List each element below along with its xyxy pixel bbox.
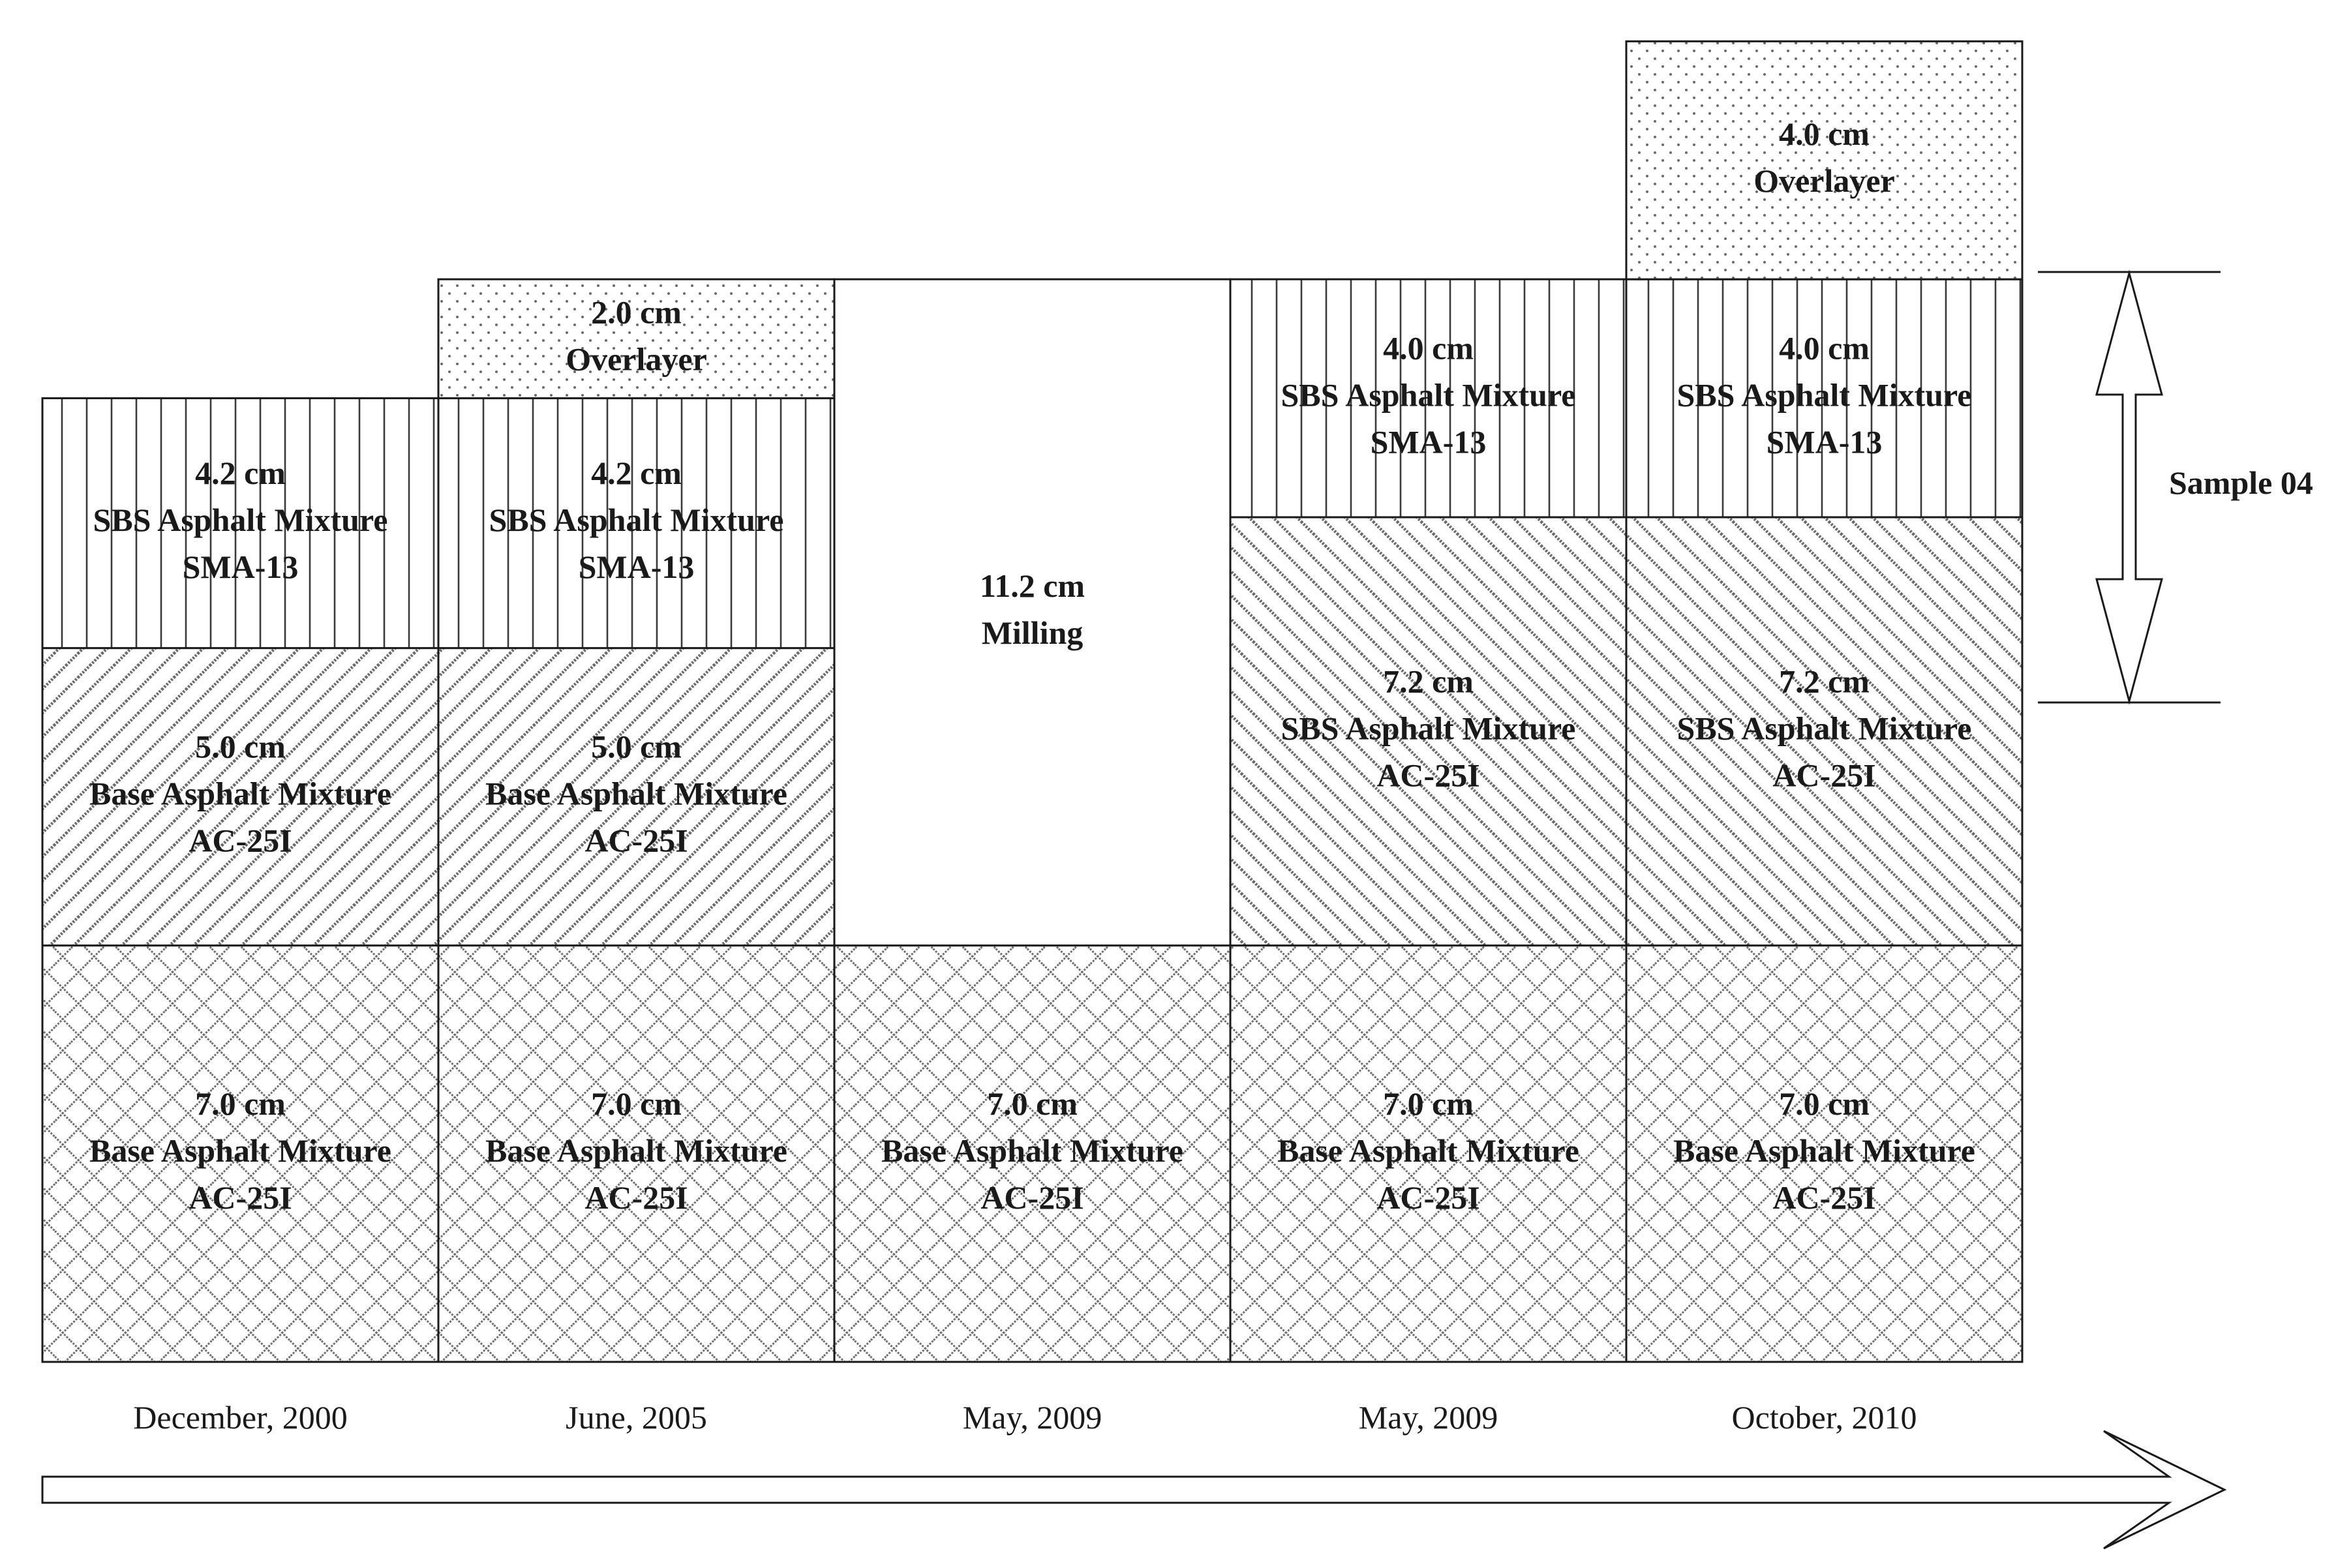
layer-label: AC-25I	[1772, 757, 1876, 794]
layer-label: Overlayer	[566, 340, 707, 378]
column-date: June, 2005	[566, 1399, 707, 1436]
layer-label: Milling	[981, 614, 1084, 651]
layer-label: SBS Asphalt Mixture	[1676, 376, 1972, 414]
layer-label: SMA-13	[1370, 423, 1487, 460]
layer-label: SBS Asphalt Mixture	[93, 502, 388, 539]
pavement-columns	[42, 41, 2022, 1436]
layer-label: Base Asphalt Mixture	[89, 1132, 391, 1169]
layer-label: SMA-13	[182, 549, 299, 586]
column-date: May, 2009	[1358, 1399, 1498, 1436]
layer-label: 4.2 cm	[195, 455, 286, 492]
layer-overlayer	[1626, 41, 2022, 279]
layer-label: 4.2 cm	[591, 455, 682, 492]
layer-label: AC-25I	[1376, 757, 1480, 794]
layer-label: 4.0 cm	[1779, 115, 1870, 152]
layer-label: SBS Asphalt Mixture	[1281, 710, 1576, 747]
layer-label: 4.0 cm	[1383, 329, 1474, 367]
sample-double-arrow	[2097, 273, 2162, 701]
layer-label: AC-25I	[1772, 1179, 1876, 1216]
layer-label: Base Asphalt Mixture	[1277, 1132, 1579, 1169]
layer-label: 7.2 cm	[1383, 663, 1474, 700]
layer-label: 7.0 cm	[987, 1085, 1078, 1122]
layer-label: SBS Asphalt Mixture	[489, 502, 784, 539]
column-date: October, 2010	[1731, 1399, 1917, 1436]
layer-label: 11.2 cm	[979, 567, 1085, 604]
layer-label: 5.0 cm	[195, 728, 286, 765]
layer-label: AC-25I	[584, 822, 688, 859]
layer-label: 2.0 cm	[591, 294, 682, 331]
column-date: May, 2009	[962, 1399, 1102, 1436]
layer-label: Base Asphalt Mixture	[485, 775, 787, 812]
layer-label: 7.0 cm	[1383, 1085, 1474, 1122]
layer-label: AC-25I	[1376, 1179, 1480, 1216]
layer-label: SBS Asphalt Mixture	[1676, 710, 1972, 747]
layer-label: SMA-13	[578, 549, 695, 586]
layer-label: AC-25I	[980, 1179, 1084, 1216]
layer-label: Overlayer	[1753, 162, 1895, 199]
column-date: December, 2000	[133, 1399, 348, 1436]
layer-label: AC-25I	[189, 1179, 292, 1216]
layer-label: 5.0 cm	[591, 728, 682, 765]
layer-label: SBS Asphalt Mixture	[1281, 376, 1576, 414]
sample-label: Sample 04	[2169, 464, 2313, 501]
layer-label: Base Asphalt Mixture	[89, 775, 391, 812]
layer-label: Base Asphalt Mixture	[881, 1132, 1183, 1169]
layer-label: AC-25I	[189, 822, 292, 859]
layer-milling	[834, 279, 1230, 945]
layer-label: SMA-13	[1766, 423, 1883, 460]
layer-label: 7.0 cm	[1779, 1085, 1870, 1122]
timeline-arrow	[42, 1431, 2224, 1548]
layer-label: Base Asphalt Mixture	[1673, 1132, 1975, 1169]
sample-indicator	[2038, 272, 2313, 702]
layer-label: 4.0 cm	[1779, 329, 1870, 367]
layer-label: 7.0 cm	[195, 1085, 286, 1122]
layer-label: AC-25I	[584, 1179, 688, 1216]
layer-label: Base Asphalt Mixture	[485, 1132, 787, 1169]
layer-label: 7.2 cm	[1779, 663, 1870, 700]
layer-label: 7.0 cm	[591, 1085, 682, 1122]
